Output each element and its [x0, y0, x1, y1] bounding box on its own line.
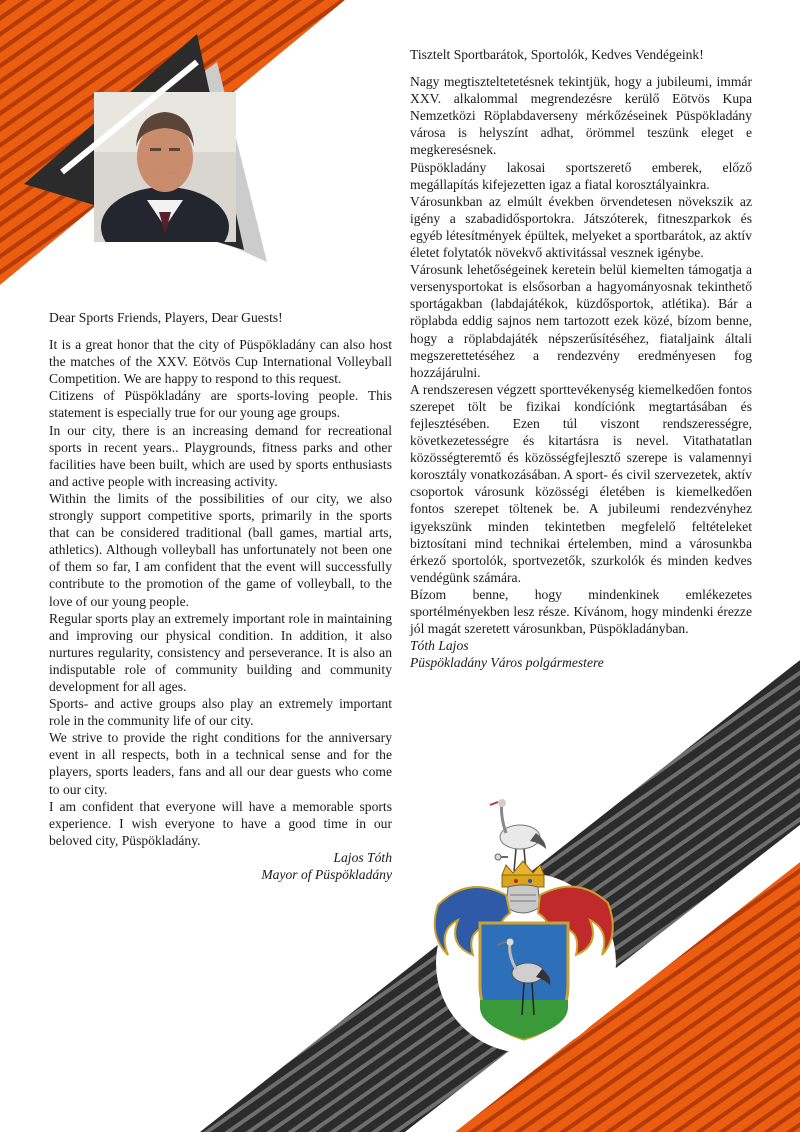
english-paragraph-3: In our city, there is an increasing demand for recreational sports in recent years.. Playgrounds, fitness parks and other facilities have been built, which are used by sports enthusiasts and active people with increasing activity. [49, 422, 392, 489]
crown-icon [502, 861, 544, 887]
crest-crane-icon [490, 799, 546, 871]
english-letter [49, 309, 392, 883]
english-greeting: Dear Sports Friends, Players, Dear Guests! [49, 310, 283, 325]
english-signature-title: Mayor of Püspökladány [261, 867, 392, 882]
hungarian-paragraph-1: Nagy megtiszteltetetésnek tekintjük, hogy a jubileumi, immár XXV. alkalommal megrendezésre kerülő Eötvös Kupa Nemzetközi Röplabdaverseny mérkőzéseinek Püspökladány városa is helyszínt adhat, örömmel teszünk eleget e megkeresésnek. [410, 74, 752, 158]
english-paragraph-8: I am confident that everyone will have a memorable sports experience. I wish everyone to have a good time in our beloved city, Püspökladány. [49, 798, 392, 848]
hungarian-paragraph-6: Bízom benne, hogy mindenkinek emlékezetes sportélményekben lesz része. Kívánom, hogy mindenki érezze jól magát szeretett városunkban, Püspökladányban. [410, 586, 752, 637]
coat-of-arms [418, 795, 630, 1057]
english-signature-name: Lajos Tóth [333, 849, 392, 865]
english-paragraph-5: Regular sports play an extremely important role in maintaining and improving our physical condition. In addition, it also nurtures regularity, consistency and perseverance. It is also an indisputable role of community building and community development for all ages. [49, 610, 392, 694]
hungarian-signature-name: Tóth Lajos [410, 638, 469, 654]
hungarian-signature-title: Püspökladány Város polgármestere [410, 655, 604, 671]
english-paragraph-7: We strive to provide the right conditions for the anniversary event in all respects, both in a technical sense and for the players, sports leaders, fans and all our dear guests who come to our city. [49, 730, 392, 797]
english-paragraph-4: Within the limits of the possibilities of our city, we also strongly support competitive sports, primarily in the sports that can be considered traditional (ball games, martial arts, athletics). Although volleyball has unfortunately not been one of them so far, I am confident that the event will successfully contribute to the promotion of the game of volleyball, to the love of our young people. [49, 490, 392, 609]
english-paragraph-6: Sports- and active groups also play an extremely important role in the community life of our city. [49, 696, 392, 729]
hungarian-paragraph-3: Városunkban az elmúlt években örvendetesen növekszik az igény a szabadidősportokra. Játszóterek, fitneszparkok és egyéb létesítmények épültek, melyeket a sportbarátok, az aktív életet folytatók növekvő aktivitással vesznek igénybe. [410, 193, 752, 261]
hungarian-paragraph-4: Városunk lehetőségeinek keretein belül kiemelten támogatja a versenysportokat is elsősorban a hagyományosnak tekinthető sportágakban (labdajátékok, küzdősportok, atlétika). Bár a röplabda eddig sajnos nem tartozott ezek közé, bízom benne, hogy a röplabdajáték népszerűsítéséhez, fiataljaink általi megszerettetéséhez a rendezvény eredményesen fog hozzájárulni. [410, 262, 752, 380]
hungarian-letter [410, 46, 752, 671]
portrait-frame [22, 22, 272, 267]
hungarian-paragraph-2: Püspökladány lakosai sportszerető emberek, előző megállapítás kifejezetten igaz a fiatal korosztályainkra. [410, 159, 752, 192]
hungarian-paragraph-5: A rendszeresen végzett sporttevékenység kiemelkedően fontos szerepet tölt be fizikai kondíciónk megtartásában és fejlesztésében. Ezen túl viszont rendszerességre, következetességre és kitartásra is nevel. Vitathatatlan közösségteremtő és közösségfejlesztő szerepe is valamennyi korosztály vonatkozásában. A sport- és civil szervezetek, aktív csoportok városunk közösségi életében is kiemelkedően fontos szerepet töltenek be. A jubileumi rendezvényhez igyekszünk minden tekintetben megfelelő feltételeket biztosítani mind technikai értelemben, mind a városunkba érkező sportolók, sportvezetők, szurkolók és minden kedves vendégünk számára. [410, 381, 752, 585]
english-paragraph-2: Citizens of Püspökladány are sports-loving people. This statement is especially true for our young age groups. [49, 388, 392, 421]
english-paragraph-1: It is a great honor that the city of Püspökladány can also host the matches of the XXV. Eötvös Cup International Volleyball Competition. We are happy to respond to this request. [49, 337, 392, 387]
mayor-portrait [94, 92, 236, 267]
hungarian-greeting: Tisztelt Sportbarátok, Sportolók, Kedves Vendégeink! [410, 47, 704, 62]
